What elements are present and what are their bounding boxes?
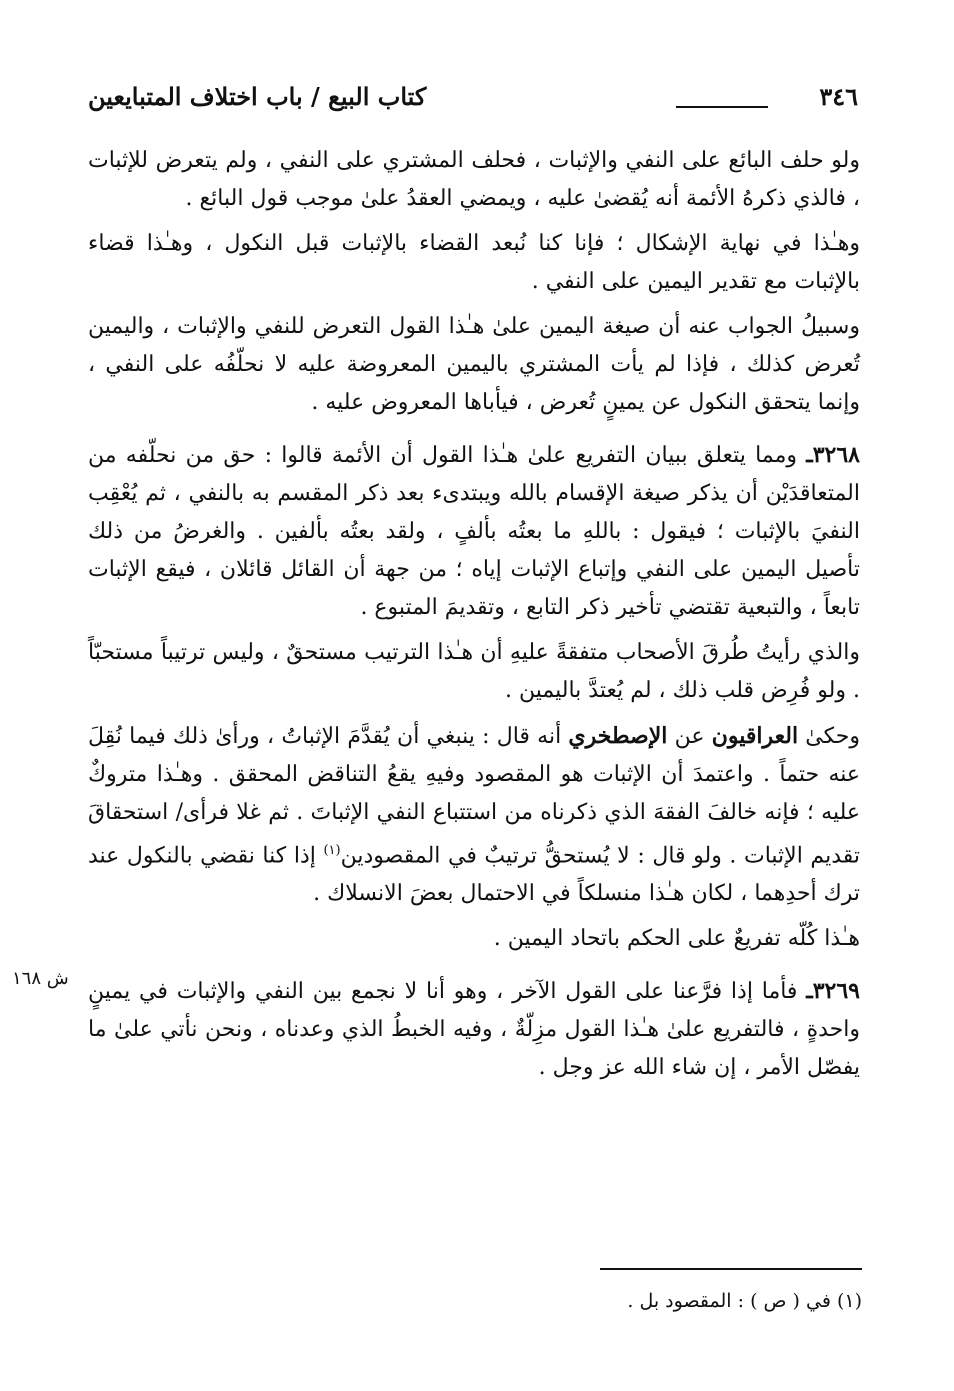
paragraph: وسبيلُ الجواب عنه أن صيغة اليمين علىٰ هـٰذا القول التعرض للنفي والإثبات ، واليمين تُعرض كذلك ، فإذا لم يأت المشتري باليمين المعروضة عليه لا نحلّفُه على النفي ، وإنما يتحقق النكول عن يمينٍ تُعرض ، فيأباها المعروض عليه . [88, 314, 860, 415]
paragraph-text: ومما يتعلق ببيان التفريع علىٰ هـٰذا القول أن الأئمة قالوا : حق من نحلّفه من المتعاقدَيْن أن يذكر صيغة الإقسام بالله ويبتدىء بعد ذكر المقسم به بالنفي ، ثم يُعْقِب النفيَ بالإثبات ؛ فيقول : باللهِ ما بعتُه بألفٍ ، ولقد بعتُه بألفين . والغرضُ من ذلك تأصيل اليمين على النفي وإتباع الإثبات إياه ؛ من جهة أن القائل قائلان ، فيقع الإثبات تابعاً ، والتبعية تقتضي تأخير ذكر التابع ، وتقديمَ المتبوع . [88, 443, 860, 620]
paragraph: ولو حلف البائع على النفي والإثبات ، فحلف المشتري على النفي ، ولم يتعرض للإثبات ، فالذي ذكرهُ الأئمة أنه يُقضىٰ عليه ، ويمضي العقدُ علىٰ موجب قول البائع . [88, 148, 860, 211]
main-text [88, 142, 860, 1094]
paragraph-text: أنه قال : ينبغي أن يُقدَّمَ الإثباتُ ، ورأىٰ ذلك فيما نُقِلَ عنه حتماً . واعتمدَ أن الإثبات هو المقصود وفيهِ يقعُ التناقض المحقق . وهـٰذا متروكٌ عليه ؛ فإنه خالفَ الفقهَ الذي ذكرناه من استتباع النفي الإثباتَ . ثم غلا فرأى/ استحقاقَ تقديم الإثبات . ولو قال : لا يُستحقُّ ترتيبٌ في المقصودين [88, 724, 860, 869]
paragraph: وهـٰذا في نهاية الإشكال ؛ فإنا كنا نُبعد القضاء بالإثبات قبل النكول ، وهـٰذا قضاء بالإثبات مع تقدير اليمين على النفي . [88, 231, 860, 294]
paragraph: والذي رأيتُ طُرقَ الأصحاب متفقةً عليهِ أن هـٰذا الترتيب مستحقٌ ، وليس ترتيباً مستحبّاً . ولو فُرِض قلب ذلك ، لم يُعتدَّ باليمين . [88, 640, 860, 703]
paragraph [88, 717, 860, 913]
footnote-reference: (١) [323, 843, 341, 858]
page-number: ٣٤٦ [819, 82, 858, 111]
footnote-rule [600, 1268, 862, 1270]
paragraph-text: وحكىٰ [798, 724, 860, 749]
paragraph: هـٰذا كُلّه تفريعٌ على الحكم باتحاد اليمين . [493, 926, 860, 952]
cited-name: الإصطخري [568, 723, 668, 749]
paragraph-text: عن [667, 724, 712, 749]
numbered-paragraph [88, 972, 860, 1087]
cited-name: العراقيون [711, 723, 799, 749]
paragraph-number: ٣٢٦٩ـ [806, 978, 860, 1005]
paragraph-text: فأما إذا فرَّعنا على القول الآخر ، وهو أنا لا نجمع بين النفي والإثبات في يمينٍ واحدةٍ ، فالتفريع علىٰ هـٰذا القول مزِلّةٌ ، وفيه الخبطُ الذي وعدناه ، ونحن نأتي علىٰ ما يفصّل الأمر ، إن شاء الله عز وجل . [88, 979, 860, 1081]
running-title: كتاب البيع / باب اختلاف المتبايعين [88, 82, 427, 111]
page-header [88, 80, 858, 124]
footnote: (١) في ( ص ) : المقصود بل . [627, 1290, 862, 1312]
paragraph-text: إذا كنا نقضي بالنكول عند ترك أحدِهما ، لكان هـٰذا منسلكاً في الاحتمال بعضَ الانسلاك . [88, 843, 860, 907]
margin-note: ش ١٦٨ [12, 968, 69, 989]
header-rule [676, 106, 768, 108]
numbered-paragraph [88, 436, 860, 627]
paragraph-number: ٣٢٦٨ـ [806, 442, 860, 468]
